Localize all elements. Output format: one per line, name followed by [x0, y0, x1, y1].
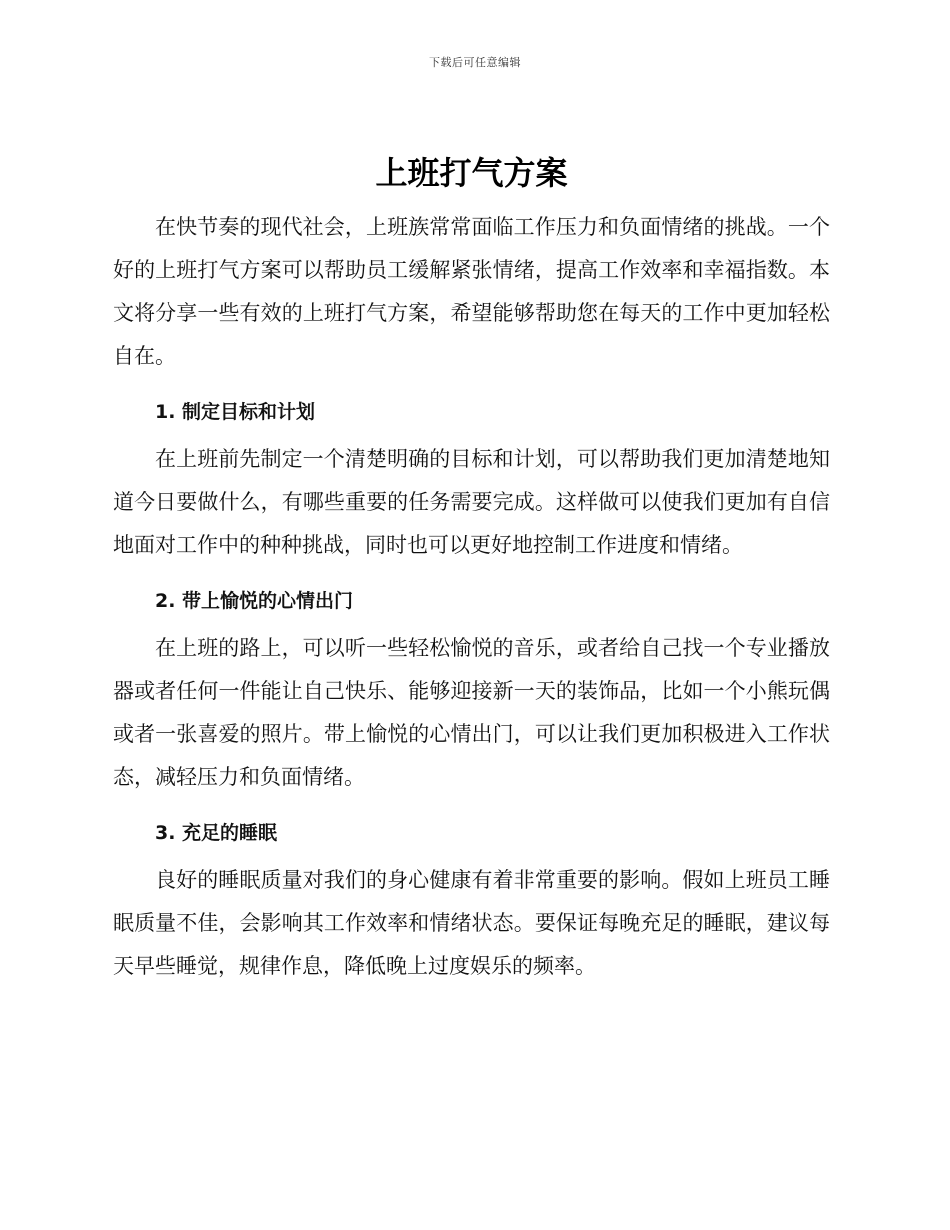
- intro-paragraph: 在快节奏的现代社会，上班族常常面临工作压力和负面情绪的挑战。一个好的上班打气方案可以帮助员工缓解紧张情绪，提高工作效率和幸福指数。本文将分享一些有效的上班打气方案，希望能够帮助您在每天的工作中更加轻松自在。: [113, 215, 830, 368]
- section-body-mood: 在上班的路上，可以听一些轻松愉悦的音乐，或者给自己找一个专业播放器或者任何一件能让自己快乐、能够迎接新一天的装饰品，比如一个小熊玩偶或者一张喜爱的照片。带上愉悦的心情出门，可以让我们更加积极进入工作状态，减轻压力和负面情绪。: [113, 636, 830, 789]
- section-heading-goals: 1. 制定目标和计划: [155, 401, 316, 423]
- section-body-goals: 在上班前先制定一个清楚明确的目标和计划，可以帮助我们更加清楚地知道今日要做什么，有哪些重要的任务需要完成。这样做可以使我们更加有自信地面对工作中的种种挑战，同时也可以更好地控制工作进度和情绪。: [113, 447, 830, 557]
- document-content: [113, 150, 830, 988]
- document-title: 上班打气方案: [375, 154, 568, 192]
- page-header-note: 下载后可任意编辑: [429, 56, 521, 69]
- section-heading-mood: 2. 带上愉悦的心情出门: [155, 590, 354, 612]
- section-body-sleep: 良好的睡眠质量对我们的身心健康有着非常重要的影响。假如上班员工睡眠质量不佳，会影响其工作效率和情绪状态。要保证每晚充足的睡眠，建议每天早些睡觉，规律作息，降低晚上过度娱乐的频率。: [113, 868, 830, 978]
- section-heading-sleep: 3. 充足的睡眠: [155, 822, 278, 844]
